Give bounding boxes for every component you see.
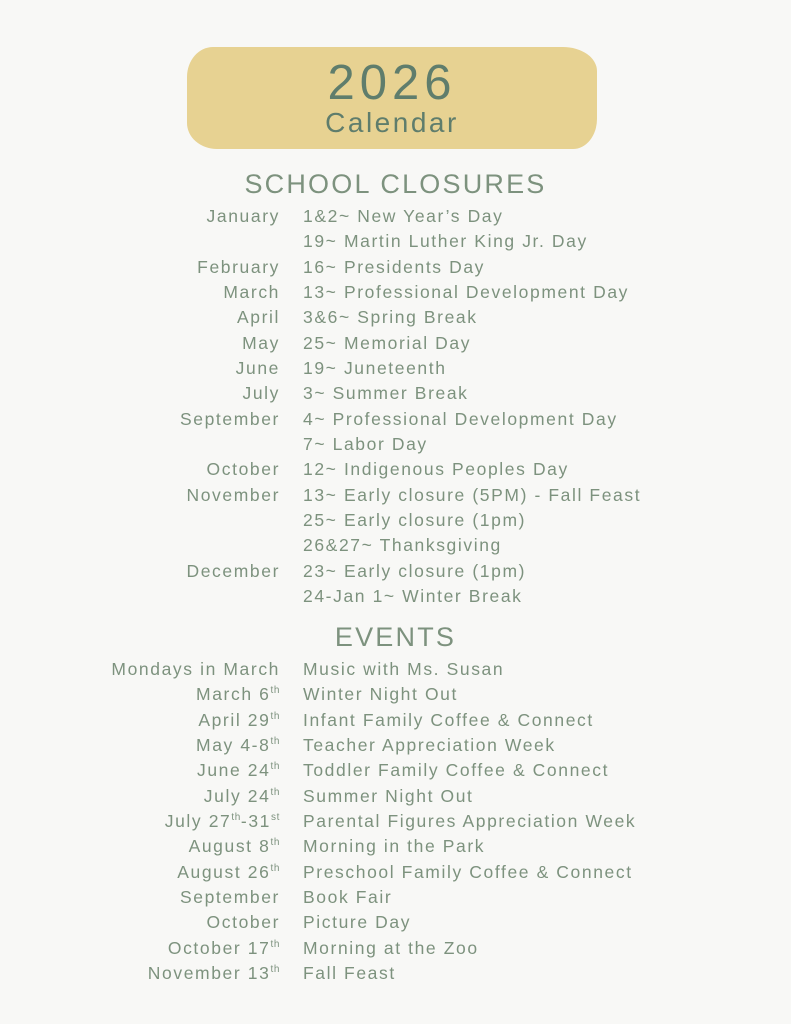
event-description: Morning in the Park (303, 836, 486, 857)
closure-row (0, 584, 791, 609)
closure-row (0, 204, 791, 229)
event-date-label (0, 784, 280, 809)
closure-description: 1&2~ New Year’s Day (303, 206, 504, 226)
event-date-text: June 24 (196, 760, 271, 781)
event-description: Teacher Appreciation Week (303, 735, 556, 756)
closure-row (0, 483, 791, 508)
closure-row (0, 508, 791, 533)
events-heading: EVENTS (334, 622, 457, 652)
closure-row (0, 331, 791, 356)
event-date-label (0, 682, 280, 707)
closure-description: 4~ Professional Development Day (303, 408, 618, 429)
closure-description: 3&6~ Spring Break (303, 307, 478, 328)
closure-description: 25~ Early closure (1pm) (303, 510, 527, 531)
closure-month-label: February (197, 256, 280, 277)
event-row (0, 809, 791, 834)
closure-month-label: July (242, 383, 280, 404)
event-date-text: March 6 (196, 684, 271, 705)
ordinal-suffix: th (270, 761, 280, 773)
event-date-text: November 13 (147, 963, 271, 984)
closure-description: 13~ Professional Development Day (303, 282, 630, 303)
event-date-text: July 24 (203, 785, 271, 806)
event-date-label (0, 733, 280, 758)
event-description: Toddler Family Coffee & Connect (303, 760, 610, 781)
ordinal-suffix: th (270, 736, 280, 748)
event-date-text: September (179, 887, 280, 908)
closure-month-label: March (223, 282, 280, 303)
closure-row (0, 255, 791, 280)
closure-description: 19~ Martin Luther King Jr. Day (303, 231, 588, 252)
year-banner (187, 47, 597, 149)
event-description: Morning at the Zoo (303, 937, 479, 958)
event-row (0, 936, 791, 961)
event-date-label (0, 708, 280, 733)
event-date-text: August 26 (177, 861, 271, 882)
closure-month-label (0, 229, 280, 254)
event-date-text: -31 (240, 811, 272, 832)
closure-row (0, 280, 791, 305)
event-date-text: October (206, 912, 280, 933)
event-description: Book Fair (303, 887, 393, 908)
closure-row (0, 457, 791, 482)
event-row (0, 834, 791, 859)
closure-row (0, 381, 791, 406)
closure-row (0, 229, 791, 254)
closure-month-label: November (186, 484, 280, 505)
event-date-label (0, 936, 280, 961)
event-description: Fall Feast (303, 963, 396, 984)
event-row (0, 708, 791, 733)
ordinal-suffix: th (270, 938, 280, 950)
closure-description: 7~ Labor Day (303, 434, 428, 455)
event-date-text: Mondays in March (111, 659, 280, 679)
closure-description: 25~ Memorial Day (303, 332, 472, 353)
closure-description: 13~ Early closure (5PM) - Fall Feast (303, 484, 642, 505)
event-description: Parental Figures Appreciation Week (303, 811, 637, 832)
closure-row (0, 559, 791, 584)
closure-row (0, 432, 791, 457)
ordinal-suffix: th (270, 837, 280, 849)
ordinal-suffix: th (270, 862, 280, 874)
closure-month-label: June (235, 358, 280, 379)
school-closures-list (0, 204, 791, 610)
event-date-label (0, 860, 280, 885)
closure-month-label (0, 432, 280, 457)
event-description: Winter Night Out (303, 684, 458, 705)
event-description: Picture Day (303, 912, 412, 933)
event-description: Summer Night Out (303, 785, 474, 806)
closure-description: 24-Jan 1~ Winter Break (303, 586, 523, 607)
closure-row (0, 407, 791, 432)
event-date-label (0, 885, 280, 910)
ordinal-suffix: th (231, 812, 241, 824)
closure-month-label (0, 533, 280, 558)
closure-month-label: April (236, 307, 280, 328)
event-date-label (0, 910, 280, 935)
closure-month-label: October (206, 459, 280, 480)
event-date-label (0, 961, 280, 986)
ordinal-suffix: st (271, 812, 280, 824)
banner-subtitle: Calendar (325, 107, 459, 138)
event-row (0, 733, 791, 758)
ordinal-suffix: th (270, 964, 280, 976)
event-row (0, 885, 791, 910)
closure-description: 3~ Summer Break (303, 383, 469, 404)
event-row (0, 784, 791, 809)
event-description: Music with Ms. Susan (303, 659, 505, 679)
closure-row (0, 305, 791, 330)
event-description: Infant Family Coffee & Connect (303, 709, 594, 730)
event-row (0, 961, 791, 986)
ordinal-suffix: th (270, 786, 280, 798)
event-date-label (0, 657, 280, 682)
event-date-text: May 4-8 (196, 735, 271, 756)
closure-description: 19~ Juneteenth (303, 358, 447, 379)
school-closures-heading: SCHOOL CLOSURES (244, 169, 547, 199)
closure-row (0, 356, 791, 381)
event-date-text: July 27 (164, 811, 232, 832)
closure-month-label: September (179, 408, 280, 429)
event-date-text: October 17 (167, 937, 271, 958)
event-date-text: April 29 (198, 709, 271, 730)
closure-description: 16~ Presidents Day (303, 256, 486, 277)
closure-month-label: May (242, 332, 280, 353)
event-row (0, 910, 791, 935)
event-row (0, 682, 791, 707)
closure-description: 23~ Early closure (1pm) (303, 560, 527, 581)
event-date-label (0, 809, 280, 834)
event-row (0, 860, 791, 885)
closure-month-label: January (206, 206, 280, 226)
closure-description: 26&27~ Thanksgiving (303, 535, 502, 556)
closure-row (0, 533, 791, 558)
closure-month-label: December (186, 560, 280, 581)
ordinal-suffix: th (270, 685, 280, 697)
event-date-text: August 8 (188, 836, 271, 857)
ordinal-suffix: th (270, 710, 280, 722)
event-date-label (0, 758, 280, 783)
events-list (0, 657, 791, 986)
closure-month-label (0, 584, 280, 609)
closure-month-label (0, 508, 280, 533)
event-row (0, 657, 791, 682)
event-description: Preschool Family Coffee & Connect (303, 861, 633, 882)
banner-year: 2026 (327, 56, 457, 110)
event-date-label (0, 834, 280, 859)
event-row (0, 758, 791, 783)
closure-description: 12~ Indigenous Peoples Day (303, 459, 569, 480)
